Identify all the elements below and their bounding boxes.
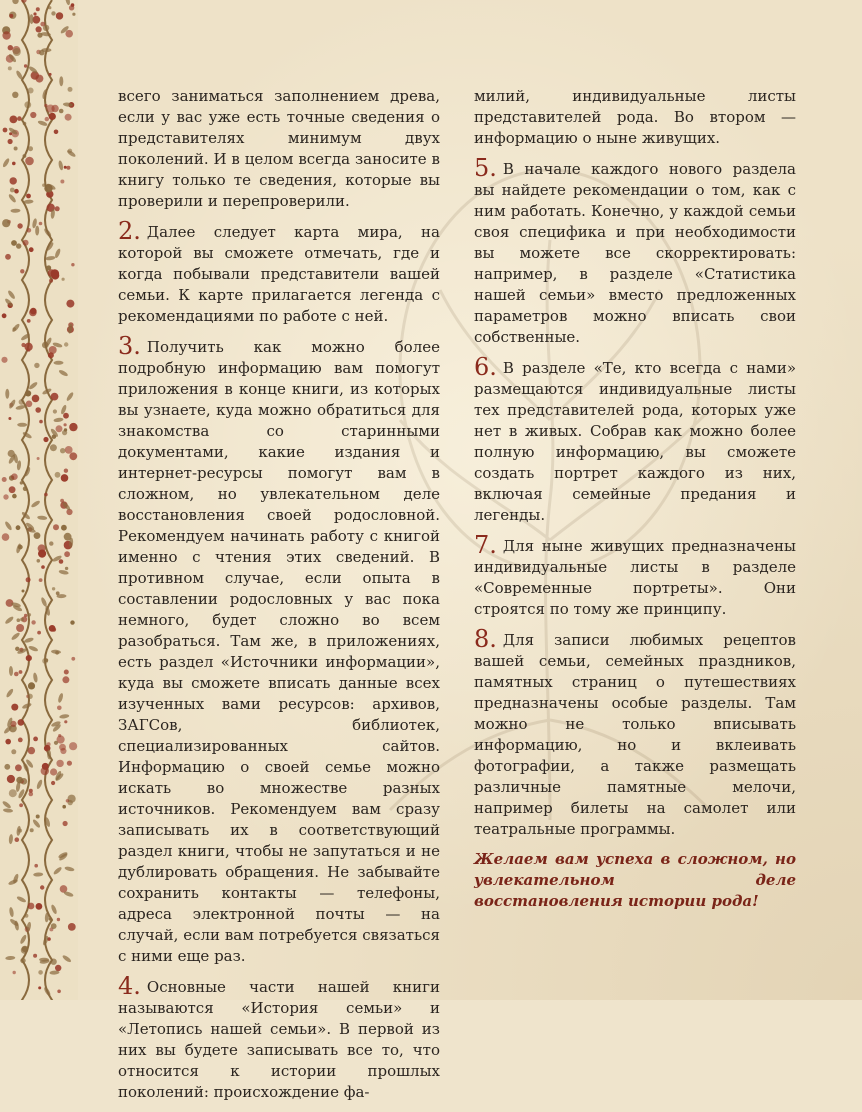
closing-wish: Желаем вам успеха в сложном, но увлекательном деле восстановления истории рода! — [474, 850, 796, 910]
paragraph-text: Для записи любимых рецептов вашей семьи, семейных праздников, памятных страниц о путешествиях предназначены особые разделы. Там можно не только вписывать информацию, но и вклеивать фотографии, а также размещать различные памятные мелочи, например билеты на самолет или театральные программы. — [474, 631, 796, 838]
paragraph — [118, 217, 440, 327]
item-number: 3. — [118, 332, 141, 360]
item-number: 7. — [474, 531, 497, 559]
paragraph-text: В разделе «Те, кто всегда с нами» размещаются индивидуальные листы тех представителей рода, которых уже нет в живых. Собрав как можно более полную информацию, вы сможете создать портрет каждого из них, включая семейные предания и легенды. — [474, 359, 796, 524]
item-number: 8. — [474, 625, 497, 653]
paragraph — [474, 154, 796, 348]
paragraph-text: В начале каждого нового раздела вы найдете рекомендации о том, как с ним работать. Конечно, у каждой семьи своя специфика и при необходимости вы можете все скорректировать: например, в разделе «Статистика нашей семьи» вместо предложенных параметров можно вписать свои собственные. — [474, 160, 796, 346]
paragraph-text: милий, индивидуальные листы представителей рода. Во втором — информацию о ныне живущих. — [474, 87, 796, 147]
paragraph — [474, 86, 796, 149]
paragraph — [118, 332, 440, 967]
item-number: 5. — [474, 154, 497, 182]
paragraph — [474, 353, 796, 526]
left-text-column — [118, 86, 440, 1112]
paragraph — [118, 86, 440, 212]
paragraph — [474, 531, 796, 620]
paragraph-text: всего заниматься заполнением древа, если у вас уже есть точные сведения о представителях минимум двух поколений. И в целом всегда заносите в книгу только те сведения, которые вы проверили и перепроверили. — [118, 87, 440, 210]
paragraph-text: Далее следует карта мира, на которой вы сможете отмечать, где и когда побывали представители вашей семьи. К карте прилагается легенда с рекомендациями по работе с ней. — [118, 223, 440, 325]
paragraph-text: Для ныне живущих предназначены индивидуальные листы в разделе «Современные портреты». Они строятся по тому же принципу. — [474, 537, 796, 618]
paragraph — [118, 972, 440, 1103]
paragraph-text: Основные части нашей книги называются «История семьи» и «Летопись нашей семьи». В первой из них вы будете записывать все то, что относится к истории прошлых поколений: происхождение фа- — [118, 978, 440, 1101]
paragraph — [474, 625, 796, 840]
paragraph-text: Получить как можно более подробную информацию вам помогут приложения в конце книги, из которых вы узнаете, куда можно обратиться для знакомства со старинными документами, какие издания и интернет-ресурсы помогут вам в сложном, но увлекательном деле восстановления своей родословной. Рекомендуем начинать работу с книгой именно с чтения этих сведений. В противном случае, если опыта в составлении родословных у вас пока немного, будет сложно во всем разобраться. Там же, в приложениях, есть раздел «Источники информации», куда вы сможете вписать данные всех изученных вами ресурсов: архивов, ЗАГСов, библиотек, специализированных сайтов. Информацию о своей семье можно искать во множестве разных источников. Рекомендуем вам сразу записывать их в соответствующий раздел книги, чтобы не запутаться и не дублировать обращения. Не забывайте сохранить контакты — телефоны, адреса электронной почты — на случай, если вам потребуется связаться с ними еще раз. — [118, 338, 440, 965]
floral-border-ornament — [0, 0, 78, 1000]
item-number: 4. — [118, 972, 141, 1000]
right-text-column — [474, 86, 796, 921]
item-number: 2. — [118, 217, 141, 245]
item-number: 6. — [474, 353, 497, 381]
